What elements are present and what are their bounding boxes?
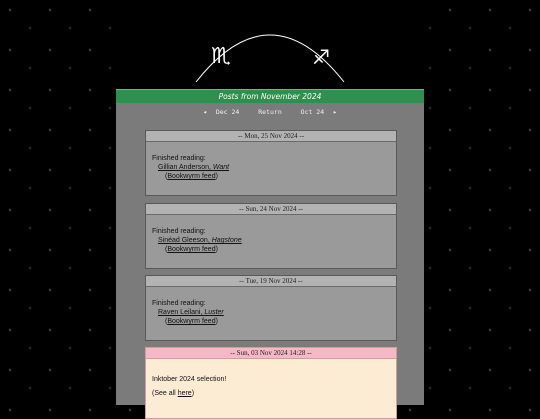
post-card [145, 275, 397, 341]
scorpio-icon[interactable]: ♏ [211, 44, 231, 69]
post-date: -- Sun, 03 Nov 2024 14:28 -- [146, 348, 396, 359]
post-date: -- Tue, 19 Nov 2024 -- [146, 276, 396, 287]
post-label: Finished reading: [152, 228, 206, 235]
book-link[interactable]: Sinéad Gleeson, Hagstone [158, 237, 242, 244]
header-arc [116, 0, 424, 90]
prev-month-link[interactable]: ◂ Dec 24 [203, 108, 240, 116]
post-label: Finished reading: [152, 155, 206, 162]
next-month-label: Oct 24 [300, 108, 325, 116]
book-title: Want [212, 164, 230, 171]
post-date: -- Sun, 24 Nov 2024 -- [146, 204, 396, 215]
post-card [145, 130, 397, 196]
book-title: Luster [204, 309, 224, 316]
post-body: Finished reading: Raven Leilani, Luster (Bookwyrm feed) [146, 287, 396, 326]
see-all-line [152, 389, 390, 398]
post-card-inktober [145, 347, 397, 419]
post-label: Finished reading: [152, 300, 206, 307]
book-author: Gillian Anderson [158, 164, 209, 171]
bookwyrm-feed-link[interactable]: Bookwyrm feed [167, 173, 216, 180]
post-card [145, 203, 397, 269]
book-author: Sinéad Gleeson [158, 237, 208, 244]
post-body [146, 359, 396, 398]
bookwyrm-feed-link[interactable]: Bookwyrm feed [167, 318, 216, 325]
prev-month-label: Dec 24 [215, 108, 240, 116]
month-nav [116, 108, 424, 117]
month-banner: Posts from November 2024 [116, 89, 424, 104]
book-link[interactable]: Raven Leilani, Luster [158, 309, 224, 316]
book-title: Hagstone [211, 237, 242, 244]
post-date: -- Mon, 25 Nov 2024 -- [146, 131, 396, 142]
return-link[interactable]: Return [258, 108, 282, 116]
posts-panel [116, 103, 424, 405]
sagittarius-icon[interactable]: ♐ [312, 45, 330, 69]
post-body: Finished reading: Gillian Anderson, Want (Bookwyrm feed) [146, 142, 396, 181]
book-link[interactable]: Gillian Anderson, Want [158, 164, 230, 171]
post-text: Inktober 2024 selection! [152, 376, 227, 383]
post-body: Finished reading: Sinéad Gleeson, Hagstone (Bookwyrm feed) [146, 215, 396, 254]
see-all-here-link[interactable]: here [177, 390, 192, 397]
book-author: Raven Leilani [158, 309, 201, 316]
bookwyrm-feed-link[interactable]: Bookwyrm feed [167, 246, 216, 253]
see-all-suffix: ) [191, 390, 195, 397]
header-area [116, 0, 424, 90]
see-all-prefix: (See all [152, 390, 178, 397]
next-month-link[interactable]: Oct 24 ▸ [300, 108, 337, 116]
